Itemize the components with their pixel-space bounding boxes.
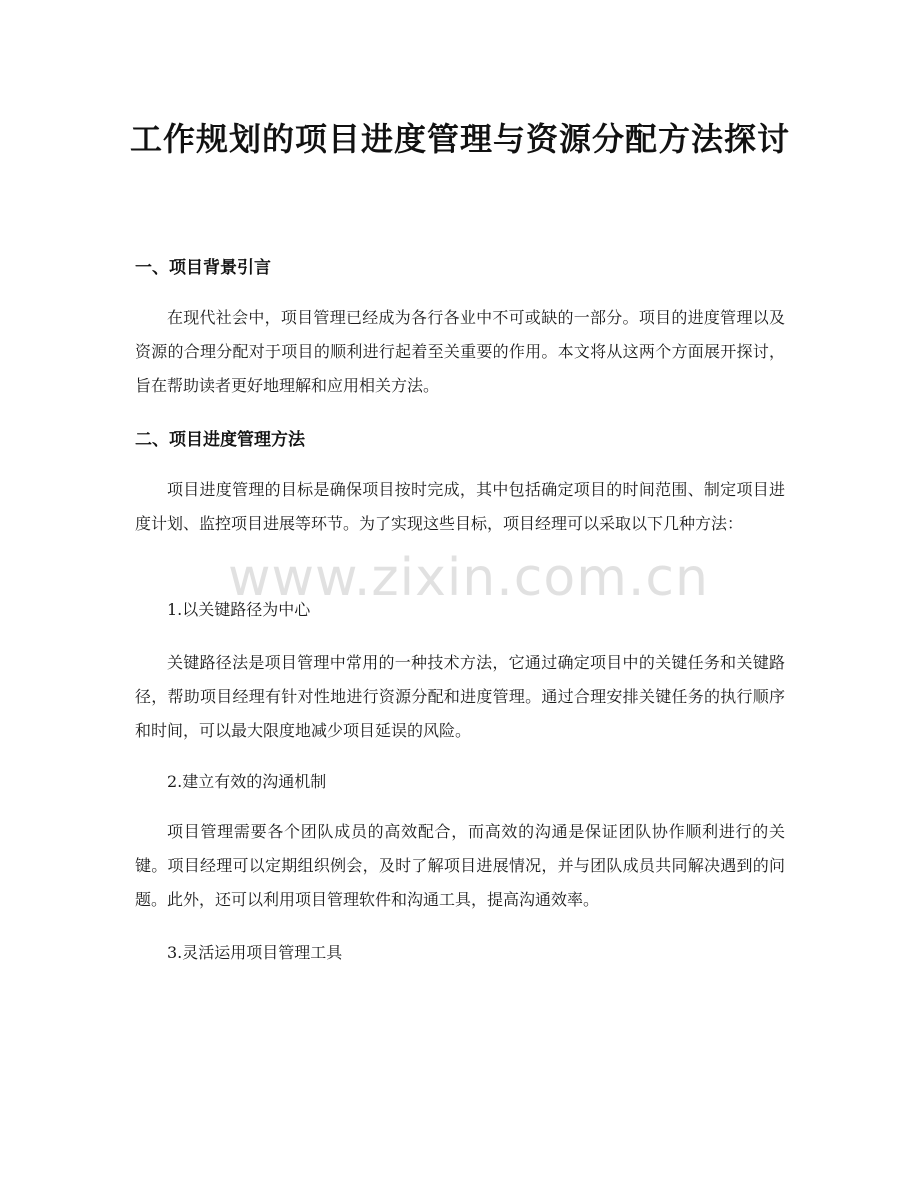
paragraph-background: 在现代社会中，项目管理已经成为各行各业中不可或缺的一部分。项目的进度管理以及资源的合理分配对于项目的顺利进行起着至关重要的作用。本文将从这两个方面展开探讨，旨在帮助读者更好地理解和应用相关方法。: [135, 308, 785, 395]
paragraph-communication: 项目管理需要各个团队成员的高效配合，而高效的沟通是保证团队协作顺利进行的关键。项目经理可以定期组织例会，及时了解项目进展情况，并与团队成员共同解决遇到的问题。此外，还可以利用项目管理软件和沟通工具，提高沟通效率。: [135, 822, 785, 909]
watermark-text: www.zixin.com.cn: [228, 548, 709, 608]
subheading-critical-path: 1.以关键路径为中心: [167, 600, 311, 619]
paragraph-schedule-intro: 项目进度管理的目标是确保项目按时完成，其中包括确定项目的时间范围、制定项目进度计划、监控项目进展等环节。为了实现这些目标，项目经理可以采取以下几种方法：: [135, 480, 785, 533]
section-heading-background: 一、项目背景引言: [135, 258, 271, 278]
section-heading-schedule-methods: 二、项目进度管理方法: [135, 430, 305, 450]
subheading-pm-tools: 3.灵活运用项目管理工具: [167, 943, 343, 962]
subheading-communication: 2.建立有效的沟通机制: [167, 772, 327, 791]
paragraph-critical-path: 关键路径法是项目管理中常用的一种技术方法，它通过确定项目中的关键任务和关键路径，帮助项目经理有针对性地进行资源分配和进度管理。通过合理安排关键任务的执行顺序和时间，可以最大限度地减少项目延误的风险。: [135, 653, 785, 740]
document-title: 工作规划的项目进度管理与资源分配方法探讨: [130, 120, 791, 158]
